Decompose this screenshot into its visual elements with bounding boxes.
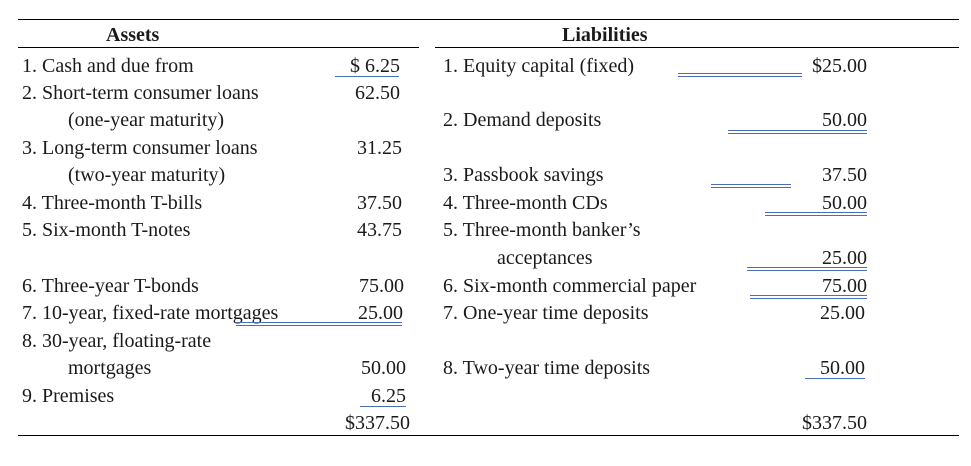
liability-value-3: 37.50 [822, 164, 867, 186]
liability-value-6: 75.00 [822, 275, 867, 297]
liability-label-7: 7. One-year time deposits [443, 302, 649, 324]
asset-label-8: 8. 30-year, floating-rate [22, 330, 212, 352]
asset-value-8: 50.00 [361, 357, 406, 379]
asset-value-6: 75.00 [359, 275, 404, 297]
top-rule [18, 19, 959, 20]
asset-underline-7 [236, 322, 402, 326]
asset-label-2-cont: (one-year maturity) [68, 109, 225, 131]
liability-label-2: 2. Demand deposits [443, 109, 602, 131]
asset-label-3: 3. Long-term consumer loans [22, 137, 258, 159]
liability-value-7: 25.00 [820, 302, 865, 324]
asset-label-7-part-b: mortgages [195, 302, 279, 324]
assets-header: Assets [106, 24, 160, 46]
asset-label-8-cont: mortgages [68, 357, 152, 379]
liability-label-8: 8. Two-year time deposits [443, 357, 651, 379]
asset-value-5: 43.75 [357, 219, 402, 241]
asset-value-1: $ 6.25 [350, 55, 400, 77]
liability-label-3: 3. Passbook savings [443, 164, 604, 186]
asset-value-3: 31.25 [357, 137, 402, 159]
liability-value-2: 50.00 [822, 109, 867, 131]
asset-label-2: 2. Short-term consumer loans [22, 82, 259, 104]
liabilities-header: Liabilities [562, 24, 648, 46]
asset-value-7: 25.00 [358, 302, 403, 324]
header-rule-liabilities [435, 47, 959, 48]
asset-label-3-cont: (two-year maturity) [68, 164, 226, 186]
liability-label-5-cont: acceptances [497, 247, 593, 269]
bottom-rule [18, 435, 959, 436]
header-rule-assets [18, 47, 419, 48]
liabilities-total: $337.50 [802, 412, 867, 434]
liability-value-5: 25.00 [822, 247, 867, 269]
asset-label-9: 9. Premises [22, 385, 115, 407]
asset-label-5: 5. Six-month T-notes [22, 219, 191, 241]
asset-underline-1 [335, 76, 399, 77]
asset-label-6: 6. Three-year T-bonds [22, 275, 199, 297]
assets-total: $337.50 [345, 412, 410, 434]
asset-underline-9 [360, 406, 406, 407]
liability-value-4: 50.00 [822, 192, 867, 214]
liability-label-1: 1. Equity capital (fixed) [443, 55, 635, 77]
liability-value-1: $25.00 [812, 55, 867, 77]
asset-label-1: 1. Cash and due from [22, 55, 194, 77]
liability-label-4: 4. Three-month CDs [443, 192, 608, 214]
asset-label-7-part-a: 7. 10-year, fixed-rate [22, 302, 195, 324]
liability-underline-8 [805, 378, 865, 379]
liability-value-8: 50.00 [820, 357, 865, 379]
asset-label-4: 4. Three-month T-bills [22, 192, 203, 214]
liability-label-5: 5. Three-month banker’s [443, 219, 641, 241]
asset-value-4: 37.50 [357, 192, 402, 214]
liability-label-6: 6. Six-month commercial paper [443, 275, 697, 297]
asset-value-9: 6.25 [371, 385, 406, 407]
asset-value-2: 62.50 [355, 82, 400, 104]
